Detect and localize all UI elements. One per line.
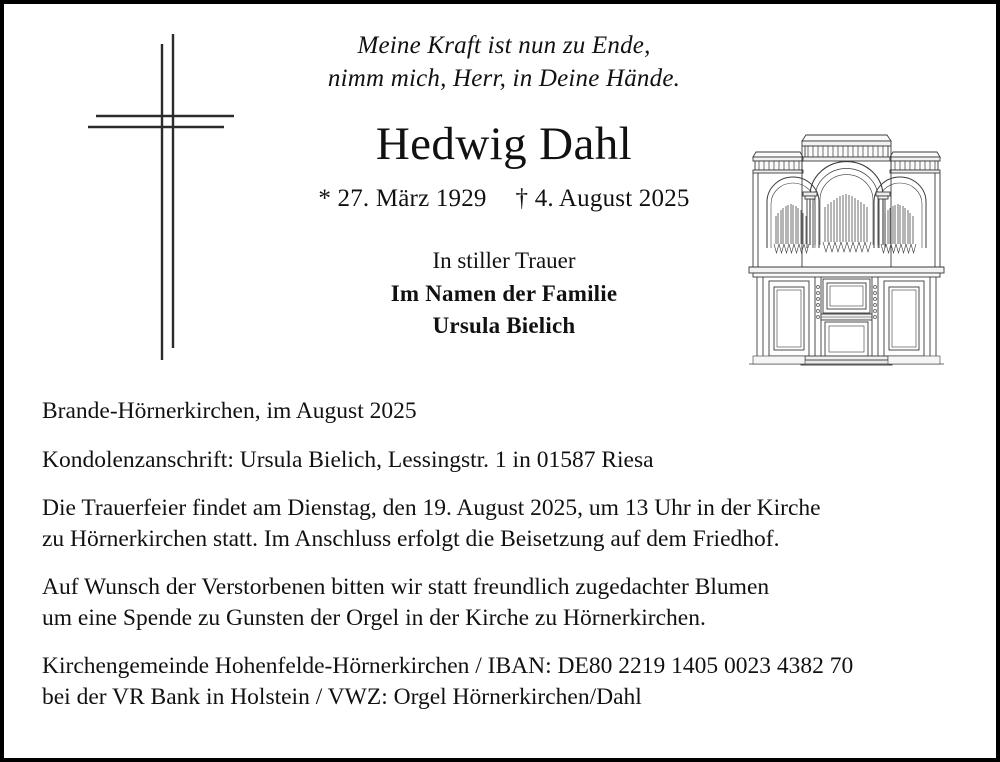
death-date: 4. August 2025 <box>534 185 690 212</box>
mourning-block <box>259 245 749 343</box>
notice-body <box>42 396 958 712</box>
bank-details-paragraph <box>42 651 958 712</box>
donation-request-paragraph <box>42 572 958 633</box>
place-date-text: Brande-Hörnerkirchen, im August 2025 <box>42 398 417 424</box>
life-dates <box>259 185 749 213</box>
condolence-address-text: Kondolenzanschrift: Ursula Bielich, Lessingstr. 1 in 01587 Riesa <box>42 446 654 473</box>
funeral-service-paragraph <box>42 493 958 554</box>
donation-line-2: um eine Spende zu Gunsten der Orgel in der Kirche zu Hörnerkirchen. <box>42 604 706 631</box>
service-line-1: Die Trauerfeier findet am Dienstag, den 19. August 2025, um 13 Uhr in der Kirche <box>42 495 821 522</box>
service-line-2: zu Hörnerkirchen statt. Im Anschluss erfolgt die Beisetzung auf dem Friedhof. <box>42 525 780 552</box>
condolence-address-paragraph <box>42 445 958 476</box>
bank-line-2: bei der VR Bank in Holstein / VWZ: Orgel Hörnerkirchen/Dahl <box>42 683 642 710</box>
donation-line-1: Auf Wunsch der Verstorbenen bitten wir statt freundlich zugedachter Blumen <box>42 574 770 601</box>
deceased-name: Hedwig Dahl <box>375 118 633 170</box>
bank-line-1: Kirchengemeinde Hohenfelde-Hörnerkirchen / IBAN: DE80 2219 1405 0023 4382 70 <box>42 653 854 680</box>
quiet-grief-text: In stiller Trauer <box>432 248 576 273</box>
pipe-organ-icon <box>739 124 954 366</box>
verse-line-2: nimm mich, Herr, in Deine Hände. <box>327 64 681 92</box>
cross-icon <box>84 30 264 370</box>
birth-date: 27. März 1929 <box>337 185 487 212</box>
signer-name: Ursula Bielich <box>432 313 576 339</box>
birth-symbol: * <box>318 185 332 212</box>
verse-line-1: Meine Kraft ist nun zu Ende, <box>357 32 651 59</box>
death-symbol: † <box>515 185 529 212</box>
memorial-verse <box>259 30 749 95</box>
family-line: Im Namen der Familie <box>390 280 618 306</box>
notice-header-region <box>4 4 996 374</box>
memorial-center-block <box>259 30 749 343</box>
place-date-paragraph <box>42 396 958 427</box>
